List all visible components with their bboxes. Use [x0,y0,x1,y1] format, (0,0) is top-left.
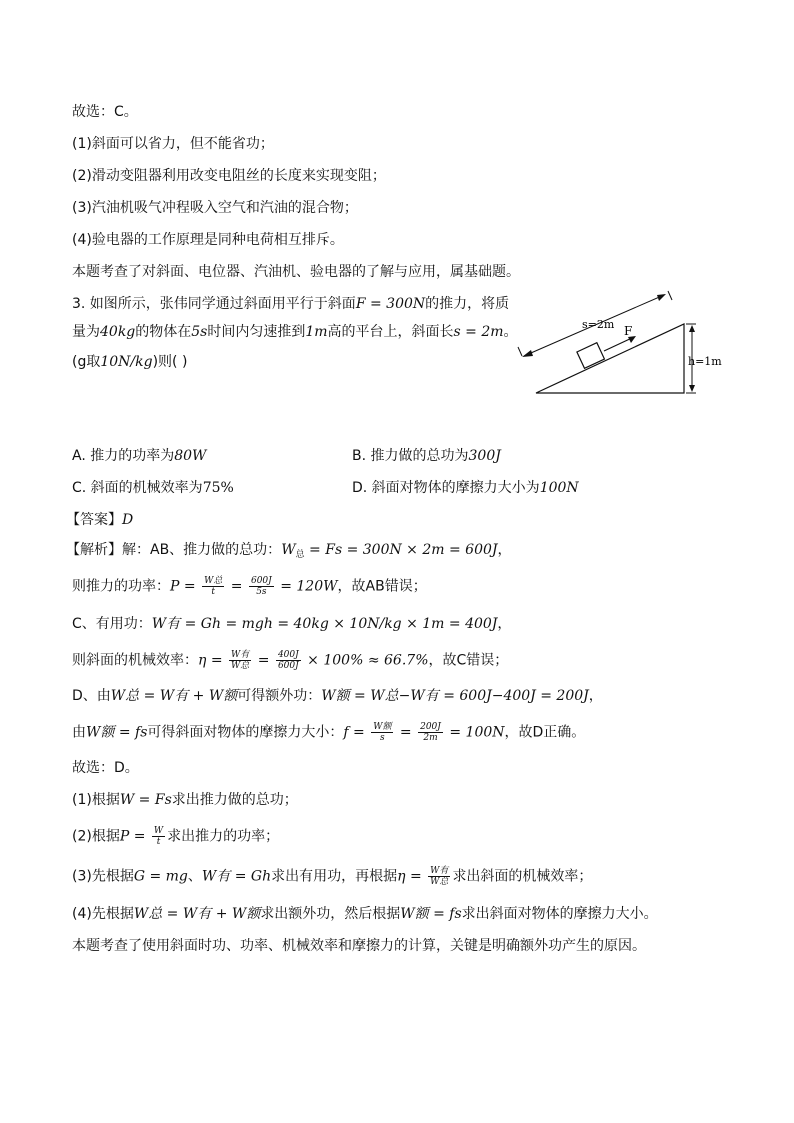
analysis-math: η = [198,652,228,669]
fraction: $\frac{\text{W总}}{t}$ [204,576,223,597]
summary-math: W额 = fs [400,906,462,922]
option-a-text: A. 推力的功率为 [72,448,175,464]
option-c [72,478,234,498]
q-text: 时间内匀速推到 [207,324,306,340]
analysis-text: 可得斜面对物体的摩擦力大小： [147,724,344,741]
option-c-text: C. 斜面的机械效率为 [72,480,203,496]
fraction: $\frac{200J}{2m}$ [420,722,441,743]
analysis-text: 可得额外功： [237,688,322,704]
length-arrowhead-left [522,350,533,357]
q-text: 的物体在 [135,324,192,340]
answer-label: 【答案】 [66,512,122,528]
line-point-3: (3)汽油机吸气冲程吸入空气和汽油的混合物； [72,200,358,216]
analysis-text: 由 [72,724,86,741]
q-text: (g取 [72,354,101,370]
q-g: 10N/kg [100,354,153,370]
q-text: 的推力，将质 [425,296,510,312]
option-d-text: D. 斜面对物体的摩擦力大小为 [352,480,540,496]
answer-line [66,510,133,530]
fraction: $\frac{400J}{600J}$ [277,650,299,671]
analysis-label: 【解析】 [66,542,122,558]
analysis-text: D、由 [72,688,111,704]
question-line-1 [72,294,509,314]
fraction: $\frac{\text{W有}}{\text{W总}}$ [430,866,449,887]
analysis-math: P = [170,578,201,595]
analysis-math: W有 = Gh = mgh = 40kg × 10N/kg × 1m = 400J [151,616,498,632]
fraction: $\frac{\text{W额}}{s}$ [373,722,392,743]
line-answer-choice: 故选：C。 [72,104,138,120]
analysis-math: W额 = W总−W有 = 600J−400J = 200J [321,688,589,704]
summary-text: 求出斜面对物体的摩擦力大小。 [461,906,658,922]
analysis-text: ，故AB错误； [337,578,427,595]
summary-text: 求出额外功，然后根据 [260,906,401,922]
summary-text: (4)先根据 [72,906,134,922]
analysis-text: ， [588,688,603,704]
height-arrowhead-top [689,325,695,332]
summary-math: P = [119,828,150,845]
fraction: $\frac{600J}{5s}$ [250,576,272,597]
analysis-line-3 [72,614,511,634]
analysis-subscript: 总 [295,550,305,560]
line-point-1: (1)斜面可以省力，但不能省功； [72,136,274,152]
length-label: s=2m [582,318,615,331]
analysis-math: W总 = W有 + W额 [110,688,238,704]
summary-math: G = mg [133,868,188,885]
summary-text: 求出斜面的机械效率； [452,868,593,885]
analysis-math: W额 = fs [86,724,148,741]
height-label: h=1m [688,355,722,368]
analysis-text: 则推力的功率： [72,578,170,595]
summary-line-1 [72,790,298,810]
q-text: 量为 [72,324,100,340]
summary-text: (2)根据 [72,828,120,845]
summary-math: η = [397,868,427,885]
analysis-text: 则斜面的机械效率： [72,652,198,669]
q-time: 5s [191,324,208,340]
line-point-4: (4)验电器的工作原理是同种电荷相互排斥。 [72,232,344,248]
height-arrowhead-bottom [689,385,695,392]
option-a-value: 80W [174,448,207,464]
q-text: 高的平台上，斜面长 [327,324,454,340]
analysis-text: 解：AB、推力做的总功： [122,542,282,558]
summary-text: 、 [187,868,202,885]
summary-choice: 故选：D。 [72,760,139,776]
analysis-text: C、有用功： [72,616,152,632]
length-tick-right [668,291,672,300]
q-mass: 40kg [100,324,136,340]
option-b-text: B. 推力做的总功为 [352,448,469,464]
analysis-math: W [281,542,296,558]
block [577,343,605,369]
q-force: F = 300N [355,296,426,312]
q-text: 3. 如图所示，张伟同学通过斜面用平行于斜面 [72,296,356,312]
question-line-3 [72,352,187,372]
option-b-value: 300J [468,448,501,464]
line-summary: 本题考查了对斜面、电位器、汽油机、验电器的了解与应用，属基础题。 [72,264,520,280]
analysis-math: = 100N [444,724,505,741]
analysis-line-2 [72,576,427,597]
summary-text: (3)先根据 [72,868,134,885]
analysis-text: ，故C错误； [428,652,509,669]
summary-math: W = Fs [119,792,172,808]
analysis-line-4: 则斜面的机械效率：η = $\frac{\text{W有}}{\text{W总}}$ = $\frac{400J}{600J}$ × 100% ≈ 66.7%，故C错误； [72,650,509,671]
analysis-line-1 [66,540,512,565]
summary-line-3 [72,866,592,887]
summary-line-2 [72,826,279,847]
analysis-text: ， [497,616,512,632]
option-b [352,446,501,466]
summary-math: W总 = W有 + W额 [133,906,261,922]
option-a [72,446,206,466]
analysis-text: ， [497,542,512,558]
summary-text: 求出推力做的总功； [171,792,298,808]
option-d-value: 100N [539,480,579,496]
analysis-line-5 [72,686,603,706]
answer-value: D [122,512,134,528]
q-text: )则( ) [152,354,188,370]
length-tick-left [518,347,522,356]
q-height: 1m [305,324,328,340]
option-c-value: 75% [202,480,234,496]
length-arrowhead-right [657,294,666,301]
q-length: s = 2m [453,324,504,340]
line-point-2: (2)滑动变阻器利用改变电阻丝的长度来实现变阻； [72,168,386,184]
analysis-math: = 120W [275,578,338,595]
analysis-text: ，故D正确。 [504,724,586,741]
summary-line-4 [72,904,658,924]
incline-triangle [536,324,684,393]
fraction: $\frac{\text{W有}}{\text{W总}}$ [231,650,250,671]
analysis-math: × 100% ≈ 66.7% [302,652,429,669]
summary-text: 求出有用功，再根据 [271,868,398,885]
analysis-line-6: 由W额 = fs可得斜面对物体的摩擦力大小：f = $\frac{\text{W额}}{s}$ = $\frac{200J}{2m}$ = 100N，故D正确。 [72,722,586,743]
summary-text: (1)根据 [72,792,120,808]
analysis-math: = [226,578,247,595]
analysis-math: f = [343,724,370,741]
option-d [352,478,579,498]
incline-diagram [512,290,732,402]
question-line-2 [72,322,518,342]
force-label: F [624,324,633,338]
summary-conclusion: 本题考查了使用斜面时功、功率、机械效率和摩擦力的计算，关键是明确额外功产生的原因。 [72,938,646,954]
analysis-math: = Fs = 300N × 2m = 600J [304,542,498,558]
summary-math: W有 = Gh [201,868,272,885]
q-text: 。 [503,324,518,340]
fraction: $\frac{W}{t}$ [153,826,164,847]
summary-text: 求出推力的功率； [167,828,280,845]
